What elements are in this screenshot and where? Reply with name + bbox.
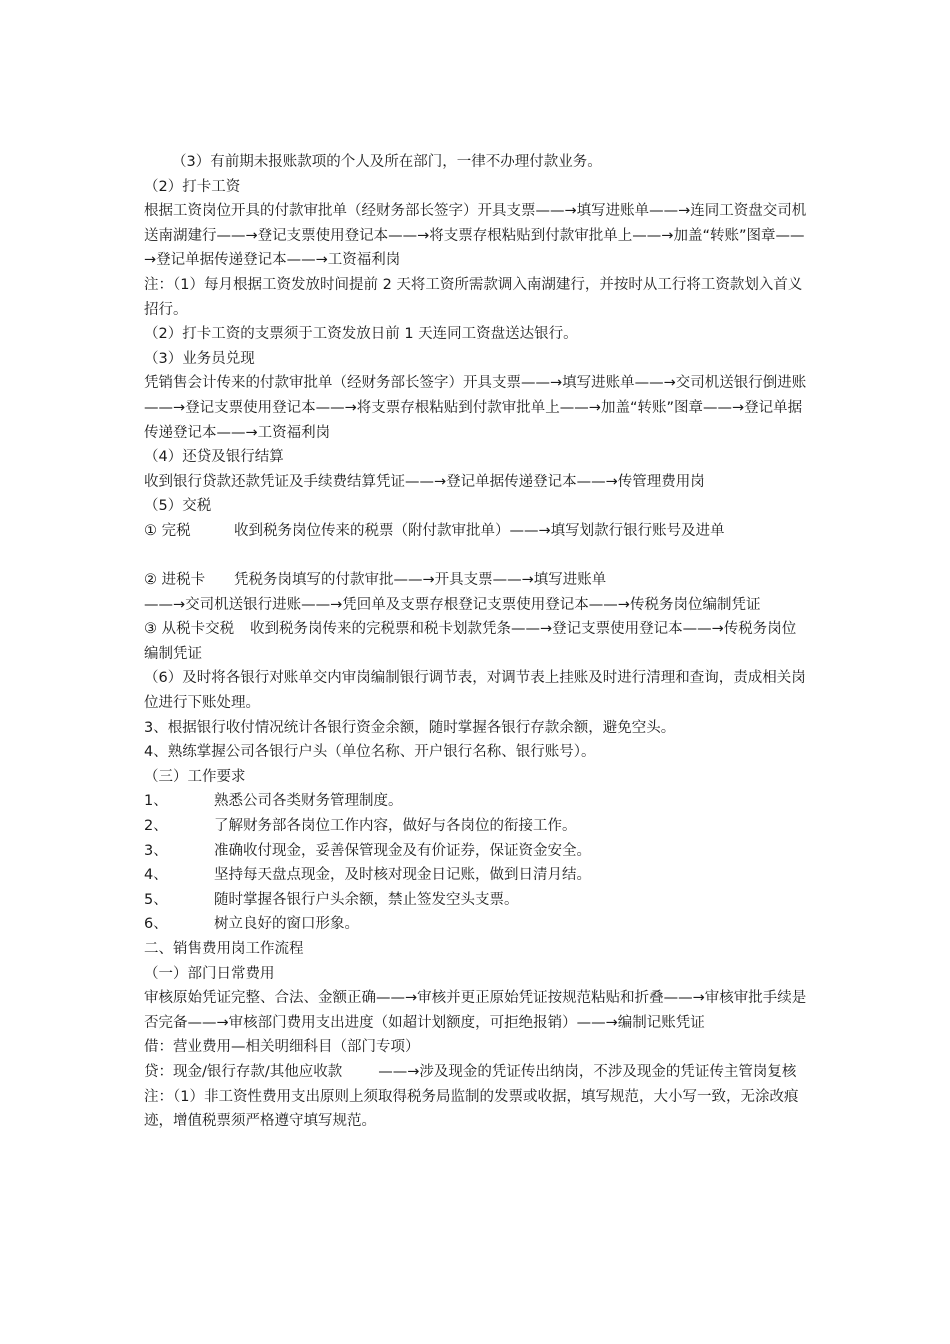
paragraph: （2）打卡工资的支票须于工资发放日前 1 天连同工资盘送达银行。 xyxy=(144,326,578,343)
document-body xyxy=(144,150,809,1134)
paragraph: 4、熟练掌握公司各银行户头（单位名称、开户银行名称、银行账号）。 xyxy=(144,744,596,761)
list-text: 准确收付现金，妥善保管现金及有价证券，保证资金安全。 xyxy=(214,842,591,859)
tax-item-label: ② 进税卡 xyxy=(144,572,206,589)
paragraph: 凭销售会计传来的付款审批单（经财务部长签字）开具支票——→填写进账单——→交司机送银行倒进账——→登记支票使用登记本——→将支票存根粘贴到付款审批单上——→加盖“转账”图章——→登记单据传递登记本——→工资福利岗 xyxy=(144,375,807,441)
journal-credit xyxy=(144,1060,809,1085)
tax-item xyxy=(144,519,809,544)
journal-debit: 借：营业费用—相关明细科目（部门专项） xyxy=(144,1039,420,1056)
spacer xyxy=(144,544,809,569)
credit-accounts: 贷：现金/银行存款/其他应收款 xyxy=(144,1063,343,1080)
list-text: 坚持每天盘点现金，及时核对现金日记账，做到日清月结。 xyxy=(214,867,591,884)
list-item xyxy=(144,863,809,888)
paragraph: （3）有前期未报账款项的个人及所在部门，一律不办理付款业务。 xyxy=(172,154,602,170)
list-number: 5、 xyxy=(144,891,168,908)
heading: （三）工作要求 xyxy=(144,768,246,785)
paragraph: 根据工资岗位开具的付款审批单（经财务部长签字）开具支票——→填写进账单——→连同工资盘交司机送南湖建行——→登记支票使用登记本——→将支票存根粘贴到付款审批单上——→加盖“转账”图章——→登记单据传递登记本——→工资福利岗 xyxy=(144,203,807,269)
paragraph: 收到银行贷款还款凭证及手续费结算凭证——→登记单据传递登记本——→传管理费用岗 xyxy=(144,473,705,490)
tax-item-text: 收到税务岗传来的完税票和税卡划款凭条——→登记支票使用登记本——→传税务岗位编制凭证 xyxy=(144,621,797,662)
tax-item-label: ① 完税 xyxy=(144,522,191,539)
heading: （2）打卡工资 xyxy=(144,178,241,195)
note: 注：（1）非工资性费用支出原则上须取得税务局监制的发票或收据，填写规范，大小写一致，无涂改痕迹，增值税票须严格遵守填写规范。 xyxy=(144,1088,799,1130)
list-text: 树立良好的窗口形象。 xyxy=(214,916,359,933)
list-text: 随时掌握各银行户头余额，禁止签发空头支票。 xyxy=(214,891,519,908)
list-number: 1、 xyxy=(144,793,168,810)
paragraph: （6）及时将各银行对账单交内审岗编制银行调节表，对调节表上挂账及时进行清理和查询，责成相关岗位进行下账处理。 xyxy=(144,670,806,712)
list-item xyxy=(144,912,809,937)
list-item xyxy=(144,839,809,864)
heading: （3）业务员兑现 xyxy=(144,350,255,367)
tax-item-text: 凭税务岗填写的付款审批——→开具支票——→填写进账单 xyxy=(234,572,607,589)
heading: （5）交税 xyxy=(144,498,212,515)
tax-item-text: 收到税务岗位传来的税票（附付款审批单）——→填写划款行银行账号及进单 xyxy=(234,522,725,539)
list-number: 3、 xyxy=(144,842,168,859)
list-number: 6、 xyxy=(144,916,168,933)
list-item xyxy=(144,789,809,814)
list-number: 2、 xyxy=(144,818,168,835)
section-heading: 二、销售费用岗工作流程 xyxy=(144,941,304,957)
list-number: 4、 xyxy=(144,867,168,884)
tax-item xyxy=(144,617,809,666)
list-item xyxy=(144,888,809,913)
list-text: 了解财务部各岗位工作内容，做好与各岗位的衔接工作。 xyxy=(214,818,577,835)
note: 注：（1）每月根据工资发放时间提前 2 天将工资所需款调入南湖建行，并按时从工行将工资款划入首义招行。 xyxy=(144,276,803,318)
list-text: 熟悉公司各类财务管理制度。 xyxy=(214,793,403,810)
tax-item-label: ③ 从税卡交税 xyxy=(144,621,235,638)
paragraph: ——→交司机送银行进账——→凭回单及支票存根登记支票使用登记本——→传税务岗位编制凭证 xyxy=(144,596,761,613)
paragraph: 审核原始凭证完整、合法、金额正确——→审核并更正原始凭证按规范粘贴和折叠——→审核审批手续是否完备——→审核部门费用支出进度（如超计划额度，可拒绝报销）——→编制记账凭证 xyxy=(144,990,807,1031)
tax-item xyxy=(144,568,809,593)
paragraph: 3、根据银行收付情况统计各银行资金余额，随时掌握各银行存款余额，避免空头。 xyxy=(144,719,676,736)
heading: （一）部门日常费用 xyxy=(144,965,275,982)
credit-flow: ——→涉及现金的凭证传出纳岗，不涉及现金的凭证传主管岗复核 xyxy=(378,1063,797,1080)
list-item xyxy=(144,814,809,839)
heading: （4）还贷及银行结算 xyxy=(144,449,284,466)
